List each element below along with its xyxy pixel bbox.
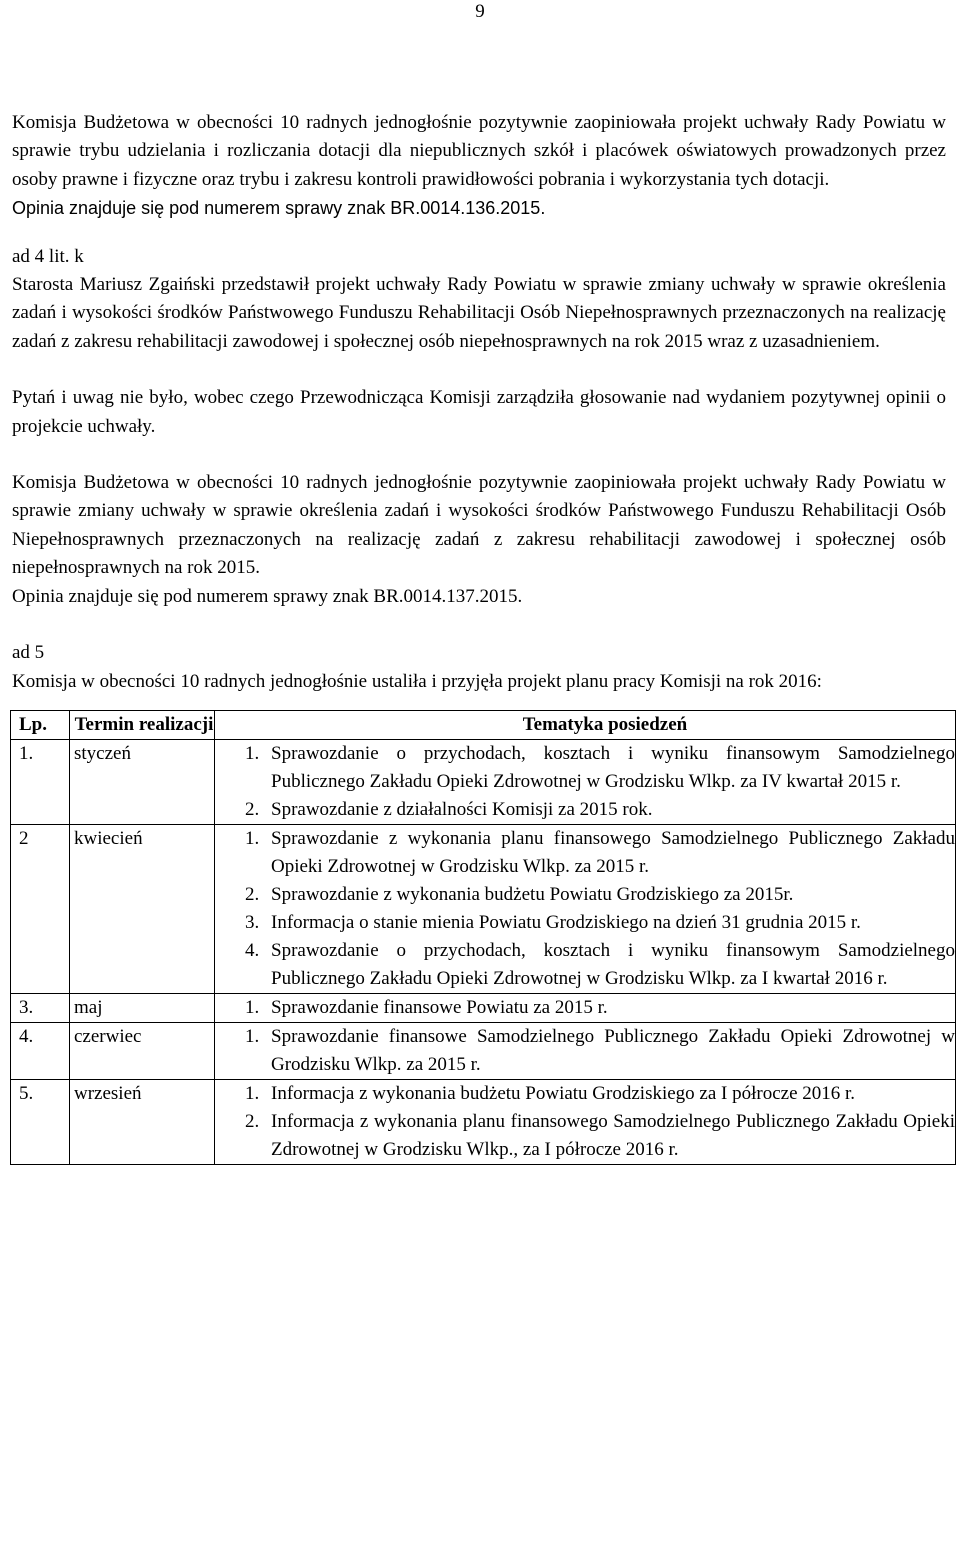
topic-text: Sprawozdanie z wykonania planu finansowego Samodzielnego Publicznego Zakładu Opieki Zdrowotnej w Grodzisku Wlkp. za 2015 r. — [271, 827, 955, 877]
list-item — [245, 740, 955, 796]
table-row — [11, 1022, 956, 1079]
topic-list — [215, 994, 955, 1022]
cell-lp: 2 — [11, 824, 70, 993]
opinion-reference-1: Opinia znajduje się pod numerem sprawy znak BR.0014.136.2015. — [12, 198, 546, 219]
agenda-item-ad5: ad 5 — [12, 642, 45, 664]
table-header-row — [11, 710, 956, 739]
topic-list — [215, 1023, 955, 1079]
topic-number: 1. — [245, 996, 260, 1018]
work-plan-table-body — [11, 739, 956, 1164]
table-row — [11, 1079, 956, 1164]
topic-text: Sprawozdanie z wykonania budżetu Powiatu Grodziskiego za 2015r. — [271, 883, 794, 905]
list-item — [245, 909, 955, 937]
topic-list — [215, 825, 955, 993]
cell-term: styczeń — [70, 739, 215, 824]
topic-number: 2. — [245, 1110, 260, 1132]
topic-number: 3. — [245, 911, 260, 933]
cell-topics — [215, 739, 956, 824]
list-item — [245, 1108, 955, 1164]
cell-term: kwiecień — [70, 824, 215, 993]
cell-topics — [215, 993, 956, 1022]
header-topics: Tematyka posiedzeń — [215, 710, 956, 739]
topic-text: Sprawozdanie z działalności Komisji za 2015 rok. — [271, 798, 653, 820]
topic-number: 4. — [245, 939, 260, 961]
cell-lp: 5. — [11, 1079, 70, 1164]
document-body — [12, 109, 955, 1165]
topic-number: 2. — [245, 798, 260, 820]
list-item — [245, 994, 955, 1022]
cell-lp: 3. — [11, 993, 70, 1022]
page-number: 9 — [475, 1, 485, 22]
table-row — [11, 739, 956, 824]
list-item — [245, 1080, 955, 1108]
topic-list — [215, 740, 955, 824]
cell-topics — [215, 1079, 956, 1164]
topic-number: 1. — [245, 827, 260, 849]
cell-term: maj — [70, 993, 215, 1022]
opinion-reference-2: Opinia znajduje się pod numerem sprawy znak BR.0014.137.2015. — [12, 585, 523, 607]
cell-lp: 1. — [11, 739, 70, 824]
paragraph-opinion-1: Komisja Budżetowa w obecności 10 radnych jednogłośnie pozytywnie zaopiniowała projekt uchwały Rady Powiatu w sprawie trybu udzielania i rozliczania dotacji dla niepublicznych szkół i placówek oświatowych prowadzonych przez osoby prawne i fizyczne oraz trybu i zakresu kontroli prawidłowości pobrania i wykorzystania tych dotacji. — [12, 112, 946, 190]
topic-number: 1. — [245, 1025, 260, 1047]
paragraph-work-plan: Komisja w obecności 10 radnych jednogłośnie ustaliła i przyjęła projekt planu pracy Komisji na rok 2016: — [12, 670, 822, 692]
topic-number: 1. — [245, 742, 260, 764]
topic-list — [215, 1080, 955, 1164]
table-row — [11, 824, 956, 993]
list-item — [245, 1023, 955, 1079]
topic-text: Informacja o stanie mienia Powiatu Grodziskiego na dzień 31 grudnia 2015 r. — [271, 911, 861, 933]
topic-text: Sprawozdanie finansowe Powiatu za 2015 r. — [271, 996, 608, 1018]
list-item — [245, 937, 955, 993]
paragraph-opinion-2: Komisja Budżetowa w obecności 10 radnych jednogłośnie pozytywnie zaopiniowała projekt uchwały Rady Powiatu w sprawie zmiany uchwały w sprawie określenia zadań i wysokości środków Państwowego Funduszu Rehabilitacji Osób Niepełnosprawnych przeznaczonych na realizację zadań z zakresu rehabilitacji zawodowej i społecznej osób niepełnosprawnych na rok 2015. — [12, 472, 946, 579]
cell-topics — [215, 824, 956, 993]
paragraph-starosta: Starosta Mariusz Zgaiński przedstawił projekt uchwały Rady Powiatu w sprawie zmiany uchwały w sprawie określenia zadań i wysokości środków Państwowego Funduszu Rehabilitacji Osób Niepełnosprawnych przeznaczonych na realizację zadań z zakresu rehabilitacji zawodowej i społecznej osób niepełnosprawnych na rok 2015 wraz z uzasadnieniem. — [12, 274, 946, 352]
table-row — [11, 993, 956, 1022]
cell-term: wrzesień — [70, 1079, 215, 1164]
topic-number: 1. — [245, 1082, 260, 1104]
topic-text: Informacja z wykonania planu finansowego Samodzielnego Publicznego Zakładu Opieki Zdrowotnej w Grodzisku Wlkp., za I półrocze 2016 r. — [271, 1110, 955, 1160]
cell-term: czerwiec — [70, 1022, 215, 1079]
list-item — [245, 825, 955, 881]
paragraph-questions: Pytań i uwag nie było, wobec czego Przewodnicząca Komisji zarządziła głosowanie nad wydaniem pozytywnej opinii o projekcie uchwały. — [12, 387, 946, 437]
header-term: Termin realizacji — [70, 710, 215, 739]
topic-text: Sprawozdanie o przychodach, kosztach i wyniku finansowym Samodzielnego Publicznego Zakładu Opieki Zdrowotnej w Grodzisku Wlkp. za I kwartał 2016 r. — [271, 939, 955, 989]
topic-number: 2. — [245, 883, 260, 905]
work-plan-table — [10, 710, 956, 1165]
agenda-item-ad4: ad 4 lit. k — [12, 245, 84, 267]
topic-text: Informacja z wykonania budżetu Powiatu Grodziskiego za I półrocze 2016 r. — [271, 1082, 856, 1104]
list-item — [245, 881, 955, 909]
cell-lp: 4. — [11, 1022, 70, 1079]
list-item — [245, 796, 955, 824]
header-lp: Lp. — [11, 710, 70, 739]
topic-text: Sprawozdanie o przychodach, kosztach i wyniku finansowym Samodzielnego Publicznego Zakładu Opieki Zdrowotnej w Grodzisku Wlkp. za IV kwartał 2015 r. — [271, 742, 955, 792]
topic-text: Sprawozdanie finansowe Samodzielnego Publicznego Zakładu Opieki Zdrowotnej w Grodzisku Wlkp. za 2015 r. — [271, 1025, 955, 1075]
cell-topics — [215, 1022, 956, 1079]
